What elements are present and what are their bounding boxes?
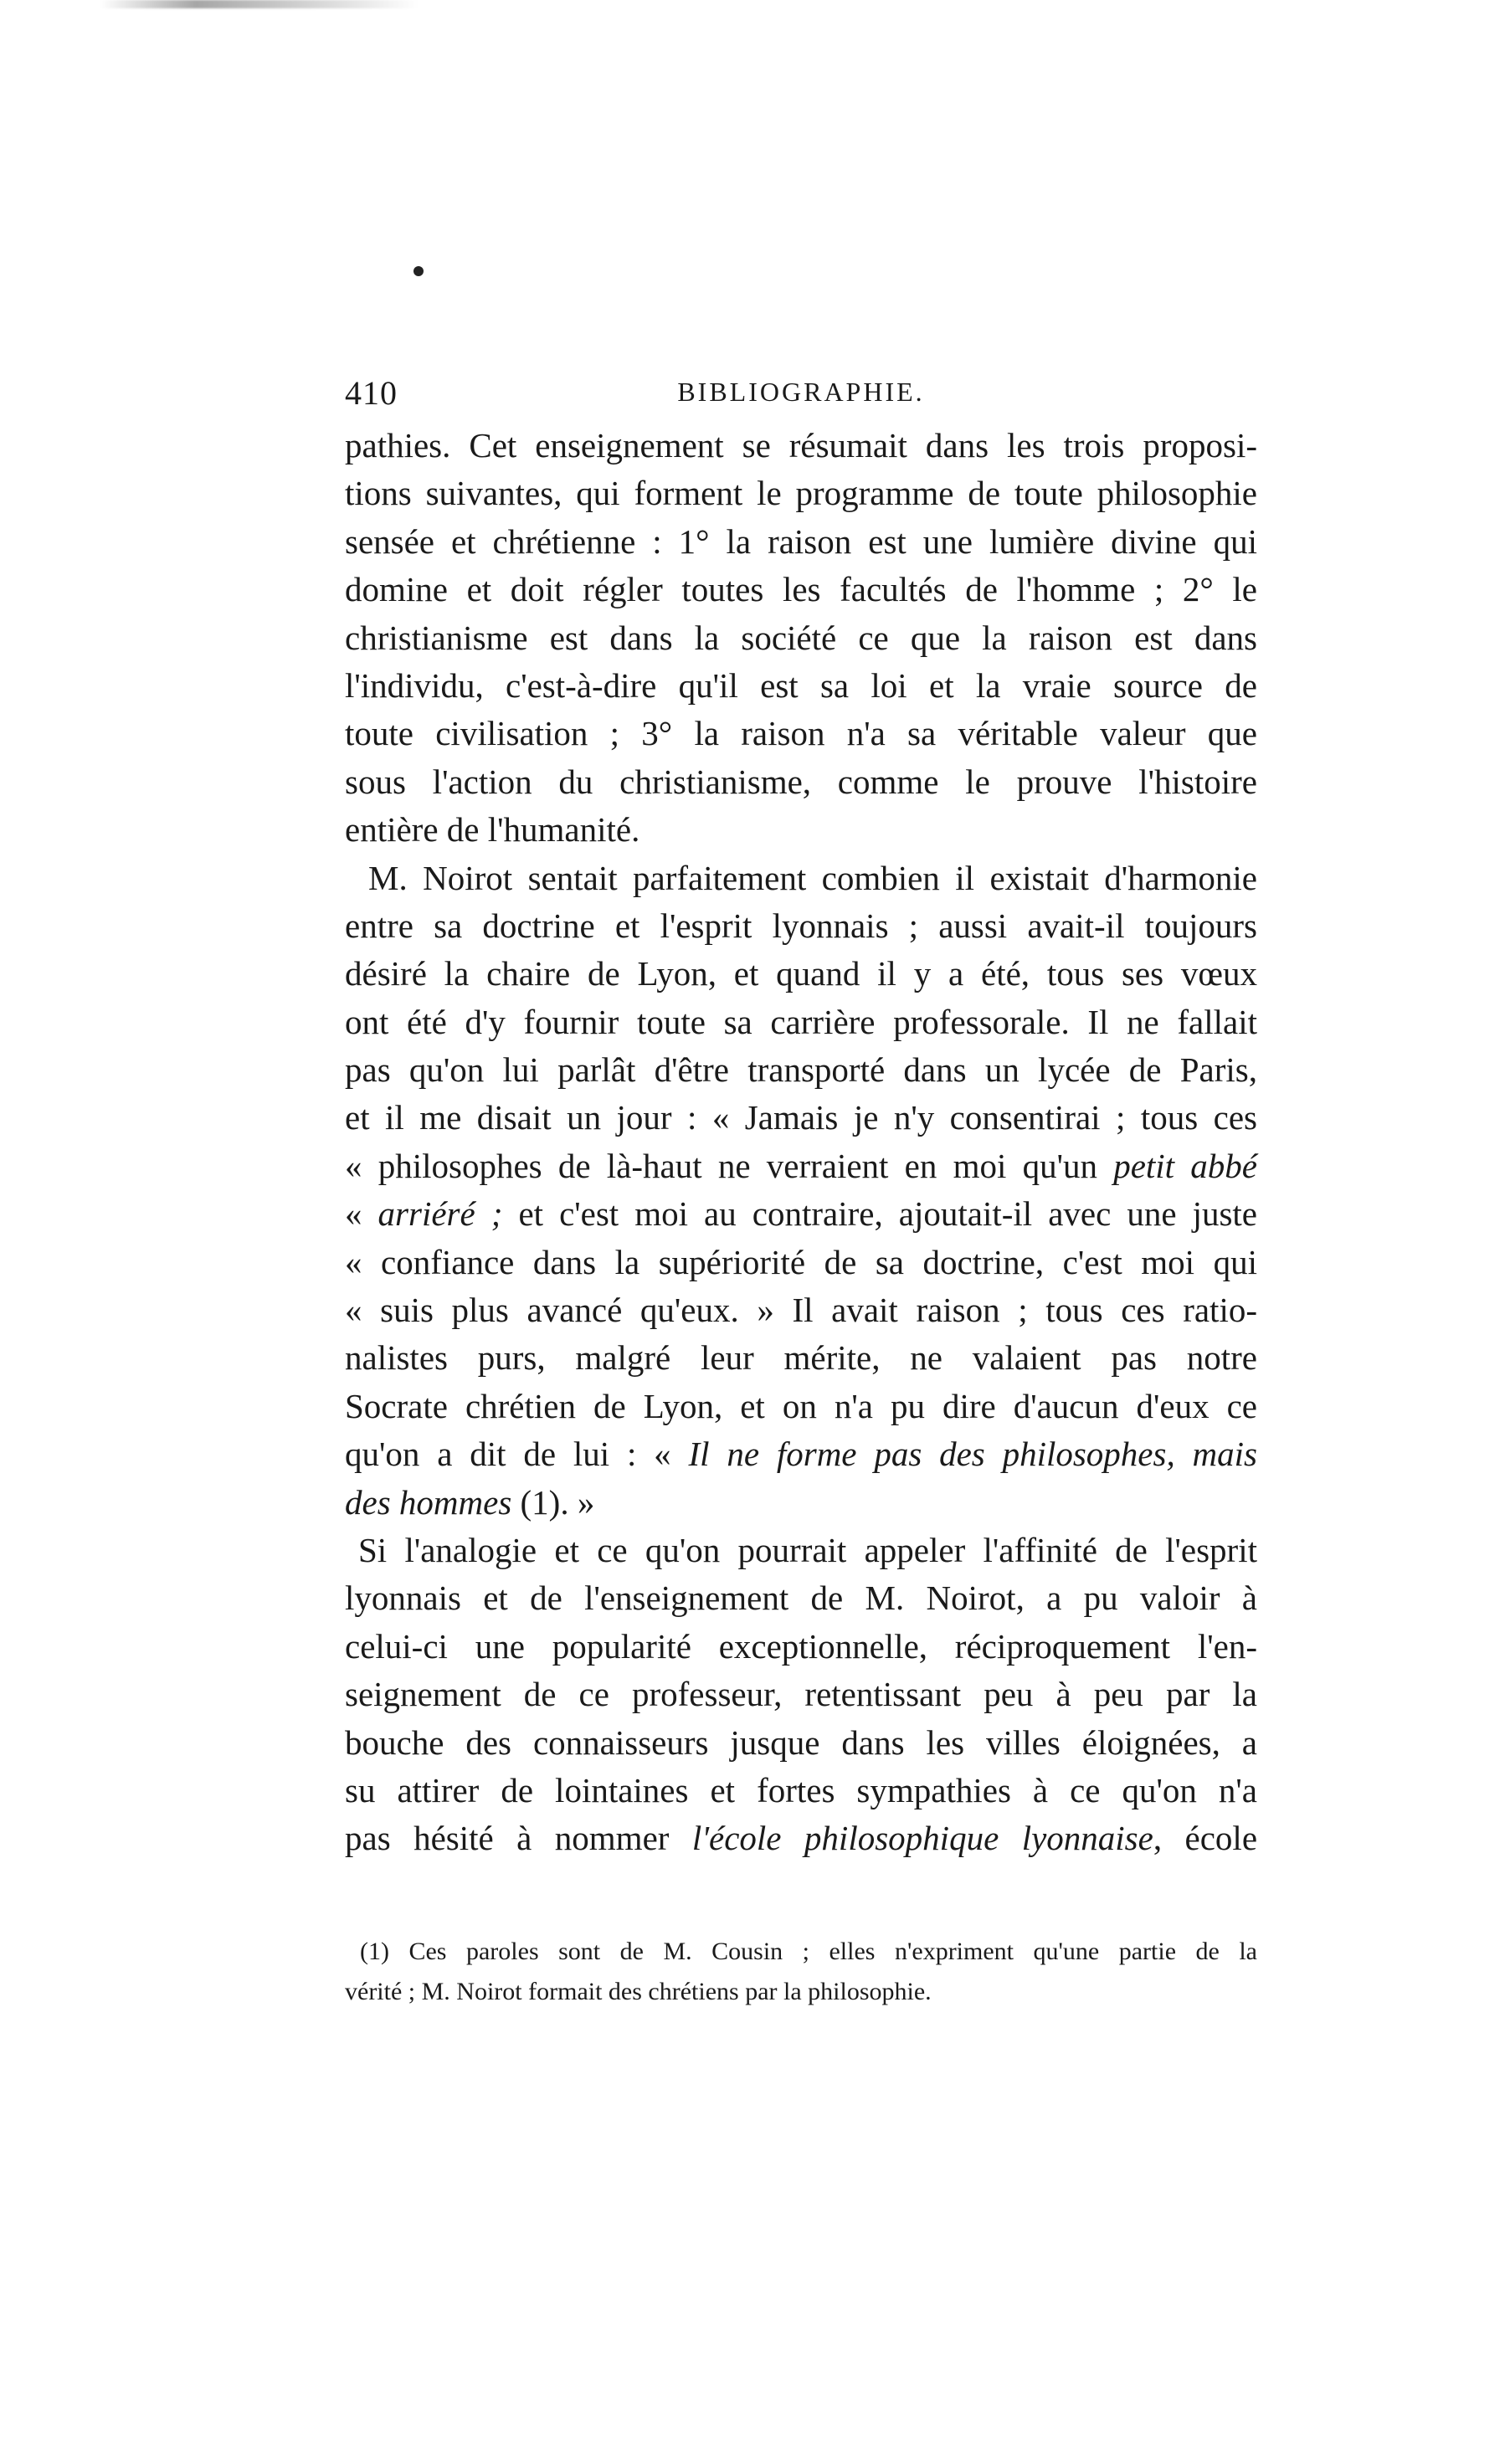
text-line: nalistes purs, malgré leur mérite, ne valaient pas notre [345,1338,1257,1378]
italic-span: arriéré ; [378,1194,503,1234]
text-line: su attirer de lointaines et fortes sympathies à ce qu'on n'a [345,1770,1257,1810]
text-line: entière de l'humanité. [345,810,640,850]
italic-span: des hommes [345,1482,512,1522]
text-line: M. Noirot sentait parfaitement combien il existait d'harmonie [368,858,1257,897]
text-span: pas hésité à nommer [345,1819,692,1858]
italic-span: petit abbé [1113,1146,1257,1185]
text-line: désiré la chaire de Lyon, et quand il y a été, tous ses vœux [345,954,1257,993]
text-line: sensée et chrétienne : 1° la raison est une lumière divine qui [345,521,1257,561]
text-line: seignement de ce professeur, retentissant peu à peu par la [345,1675,1257,1714]
text-line: celui-ci une popularité exceptionnelle, réciproquement l'en- [345,1626,1257,1666]
text-line: « confiance dans la supériorité de sa doctrine, c'est moi qui [345,1242,1257,1281]
text-line: Si l'analogie et ce qu'on pourrait appeler l'affinité de l'esprit [358,1530,1257,1569]
text-line: « suis plus avancé qu'eux. » Il avait raison ; tous ces ratio- [345,1291,1257,1330]
text-line [345,1479,1257,1527]
text-line: bouche des connaisseurs jusque dans les villes éloignées, a [345,1722,1257,1762]
page-number: 410 [345,374,398,412]
text-line: toute civilisation ; 3° la raison n'a sa véritable valeur que [345,714,1257,753]
text-line [345,1815,1257,1862]
text-span: « philosophes de là-haut ne verraient en moi qu'un [345,1146,1097,1185]
text-span: qu'on a dit de lui : « [345,1435,689,1474]
text-line: christianisme est dans la société ce que la raison est dans [345,618,1257,657]
running-title: BIBLIOGRAPHIE. [677,377,925,407]
text-line: pas qu'on lui parlât d'être transporté dans un lycée de Paris, [345,1050,1257,1090]
text-line: lyonnais et de l'enseignement de M. Noirot, a pu valoir à [345,1578,1257,1618]
footnote-line: (1) Ces paroles sont de M. Cousin ; elles n'expriment qu'une partie de la [360,1937,1257,1965]
text-span: , école [1153,1819,1258,1858]
text-line: tions suivantes, qui forment le programme de toute philosophie [345,474,1257,513]
scan-edge-mark [100,0,419,8]
text-line: ont été d'y fournir toute sa carrière professorale. Il ne fallait [345,1002,1257,1041]
text-line: l'individu, c'est-à-dire qu'il est sa loi et la vraie source de [345,665,1257,705]
running-head [345,368,1257,418]
text-line: Socrate chrétien de Lyon, et on n'a pu dire d'aucun d'eux ce [345,1386,1257,1425]
text-line [345,1190,1257,1238]
text-line [345,1142,1257,1190]
text-line: pathies. Cet enseignement se résumait dans les trois proposi- [345,426,1257,465]
text-line [345,1430,1257,1478]
book-page [345,368,1257,2012]
footnote-line: vérité ; M. Noirot formait des chrétiens par la philosophie. [345,1977,932,2005]
text-line: et il me disait un jour : « Jamais je n'y consentirai ; tous ces [345,1098,1257,1137]
text-line: sous l'action du christianisme, comme le prouve l'histoire [345,762,1257,801]
text-span: « [345,1194,378,1234]
ink-dot [413,266,424,276]
italic-span: l'école philosophique lyonnaise [691,1819,1153,1858]
body-text [345,422,1257,1863]
text-span: et c'est moi au contraire, ajoutait-il avec une juste [502,1194,1258,1234]
footnotes [345,1932,1257,2012]
italic-span: Il ne forme pas des philosophes, mais [688,1435,1257,1474]
text-span: (1). » [511,1482,595,1522]
text-line: domine et doit régler toutes les facultés de l'homme ; 2° le [345,570,1257,609]
text-line: entre sa doctrine et l'esprit lyonnais ; aussi avait-il toujours [345,906,1257,945]
